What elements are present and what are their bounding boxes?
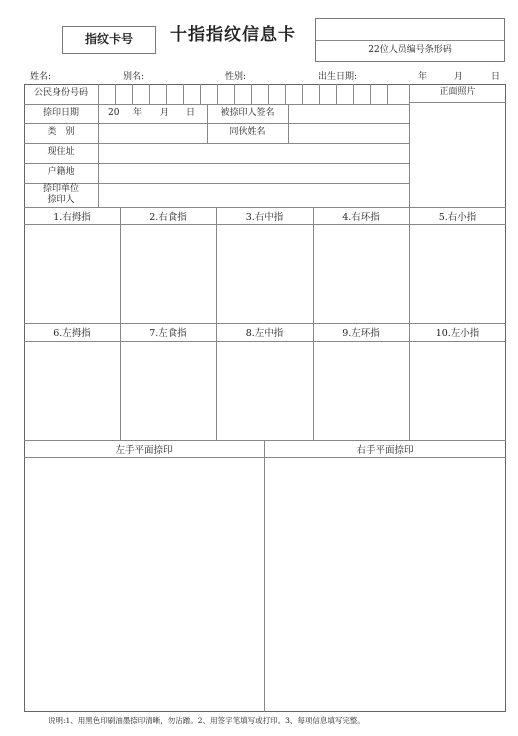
finger-4-label: 4.右环指 bbox=[342, 211, 380, 223]
finger-1-box bbox=[24, 224, 120, 323]
print-date-day: 日 bbox=[186, 108, 196, 118]
barcode-box bbox=[315, 18, 505, 62]
card-number-label: 指纹卡号 bbox=[84, 32, 133, 47]
finger-3-label: 3.右中指 bbox=[245, 211, 284, 223]
finger-5-label: 5.右小指 bbox=[438, 211, 477, 223]
finger-9-label: 9.左环指 bbox=[342, 328, 380, 339]
left-palm-label: 左手平面捺印 bbox=[115, 444, 173, 456]
id-number-label: 公民身份号码 bbox=[33, 88, 88, 99]
finger-8-box bbox=[216, 341, 313, 440]
finger-9-box bbox=[313, 341, 409, 440]
finger-7-box bbox=[120, 341, 216, 440]
gender-label: 性别: bbox=[225, 72, 247, 82]
finger-2-box bbox=[120, 224, 216, 323]
hukou-label: 户籍地 bbox=[47, 167, 75, 178]
right-palm-box bbox=[264, 457, 506, 712]
finger-3-box bbox=[216, 224, 313, 323]
print-date-label: 捺印日期 bbox=[42, 107, 79, 118]
signature-label: 被捺印人签名 bbox=[220, 107, 275, 118]
category-label: 类 别 bbox=[47, 127, 75, 138]
left-palm-box bbox=[24, 457, 264, 712]
finger-10-label: 10.左小指 bbox=[435, 328, 480, 339]
partner-label: 同伙姓名 bbox=[229, 127, 266, 138]
birth-label: 出生日期: bbox=[318, 72, 358, 82]
barcode-label: 22位人员编号条形码 bbox=[368, 45, 452, 56]
finger-6-label: 6.左拇指 bbox=[53, 328, 91, 339]
print-date-prefix: 20 bbox=[108, 108, 120, 118]
finger-10-box bbox=[409, 341, 506, 440]
finger-6-box bbox=[24, 341, 120, 440]
birth-month: 月 bbox=[454, 72, 464, 82]
footer-note: 说明:1、用黑色印刷油墨捺印清晰，勿沾蹭。2、用签字笔填写或打印。3、每项信息填写完整。 bbox=[48, 716, 365, 725]
birth-day: 日 bbox=[491, 72, 501, 82]
birth-year: 年 bbox=[418, 72, 428, 82]
print-date-year: 年 bbox=[133, 108, 143, 118]
photo-label: 正面照片 bbox=[439, 87, 476, 98]
page-title: 十指指纹信息卡 bbox=[170, 25, 296, 45]
print-unit-label: 捺印单位 捺印人 bbox=[42, 184, 79, 205]
finger-5-box bbox=[409, 224, 506, 323]
print-date-month: 月 bbox=[160, 108, 170, 118]
finger-8-label: 8.左中指 bbox=[245, 328, 284, 339]
address-label: 现住址 bbox=[47, 147, 75, 158]
card-number-box bbox=[62, 26, 156, 54]
finger-4-box bbox=[313, 224, 409, 323]
name-label: 姓名: bbox=[30, 72, 52, 82]
alias-label: 别名: bbox=[123, 72, 145, 82]
finger-1-label: 1.右拇指 bbox=[53, 211, 91, 223]
finger-2-label: 2.右食指 bbox=[149, 211, 187, 223]
finger-7-label: 7.左食指 bbox=[149, 328, 187, 339]
right-palm-label: 右手平面捺印 bbox=[356, 444, 414, 456]
